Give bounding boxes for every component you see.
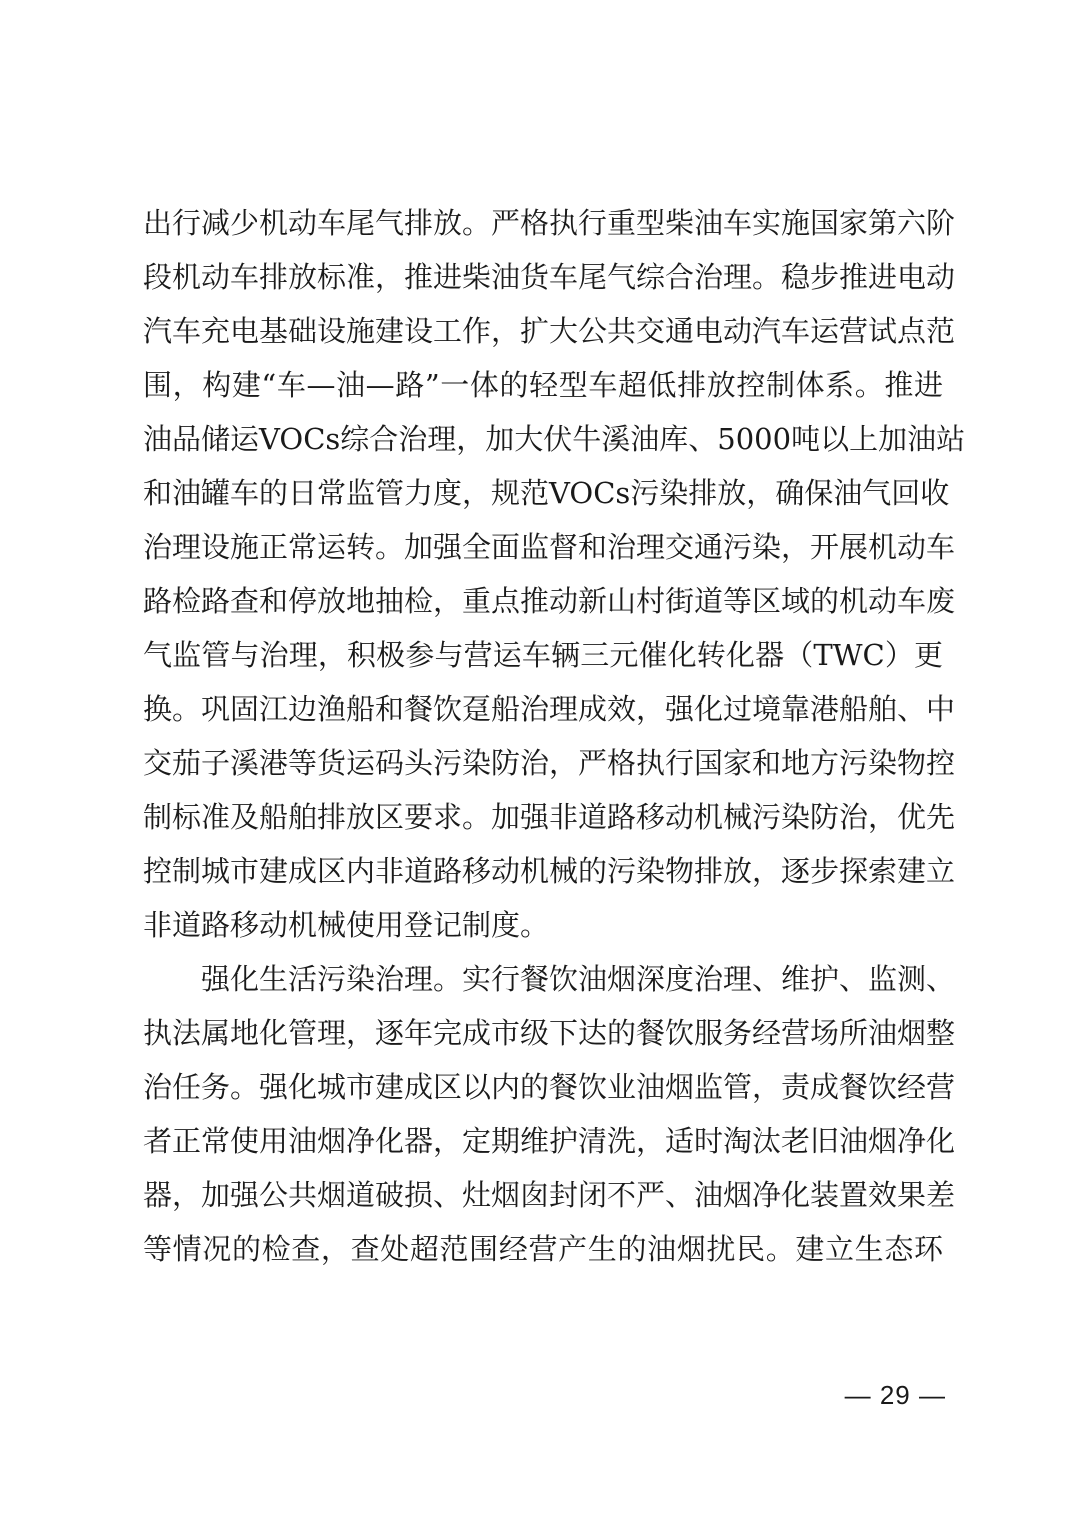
text-line: 器，加强公共烟道破损、灶烟囱封闭不严、油烟净化装置效果差 xyxy=(143,1178,956,1212)
text-line: 路检路查和停放地抽检，重点推动新山村街道等区域的机动车废 xyxy=(143,584,956,618)
text-line: 控制城市建成区内非道路移动机械的污染物排放，逐步探索建立 xyxy=(143,854,956,888)
text-line: 围，构建“车—油—路”一体的轻型车超低排放控制体系。推进 xyxy=(143,368,943,402)
text-line: 制标准及船舶排放区要求。加强非道路移动机械污染防治，优先 xyxy=(143,800,956,834)
paragraph-domestic-pollution xyxy=(143,952,956,1276)
text-line: 和油罐车的日常监管力度，规范VOCs污染排放，确保油气回收 xyxy=(143,476,950,510)
text-line: 交茄子溪港等货运码头污染防治，严格执行国家和地方污染物控 xyxy=(143,746,956,780)
text-line: 执法属地化管理，逐年完成市级下达的餐饮服务经营场所油烟整 xyxy=(143,1016,956,1050)
page-number: — 29 — xyxy=(844,1380,946,1410)
text-line: 非道路移动机械使用登记制度。 xyxy=(143,908,550,942)
text-line: 汽车充电基础设施建设工作，扩大公共交通电动汽车运营试点范 xyxy=(143,314,956,348)
text-line: 换。巩固江边渔船和餐饮趸船治理成效，强化过境靠港船舶、中 xyxy=(143,692,956,726)
text-run: 。实行餐饮油烟深度治理、维护、监测、 xyxy=(433,962,956,996)
text-line: 段机动车排放标准，推进柴油货车尾气综合治理。稳步推进电动 xyxy=(143,260,956,294)
text-line: 者正常使用油烟净化器，定期维护清洗，适时淘汰老旧油烟净化 xyxy=(143,1124,956,1158)
paragraph-transport-pollution xyxy=(143,196,966,952)
text-line: 气监管与治理，积极参与营运车辆三元催化转化器（TWC）更 xyxy=(143,638,943,672)
text-line: 出行减少机动车尾气排放。严格执行重型柴油车实施国家第六阶 xyxy=(143,206,956,240)
text-line: 等情况的检查，查处超范围经营产生的油烟扰民。建立生态环 xyxy=(143,1232,943,1266)
text-line: 治任务。强化城市建成区以内的餐饮业油烟监管，责成餐饮经营 xyxy=(143,1070,956,1104)
text-line-first xyxy=(143,952,956,1006)
paragraph-heading: 强化生活污染治理 xyxy=(201,962,434,996)
text-line: 油品储运VOCs综合治理，加大伏牛溪油库、5000吨以上加油站 xyxy=(143,422,966,456)
document-body xyxy=(143,196,966,1276)
text-line: 治理设施正常运转。加强全面监督和治理交通污染，开展机动车 xyxy=(143,530,956,564)
